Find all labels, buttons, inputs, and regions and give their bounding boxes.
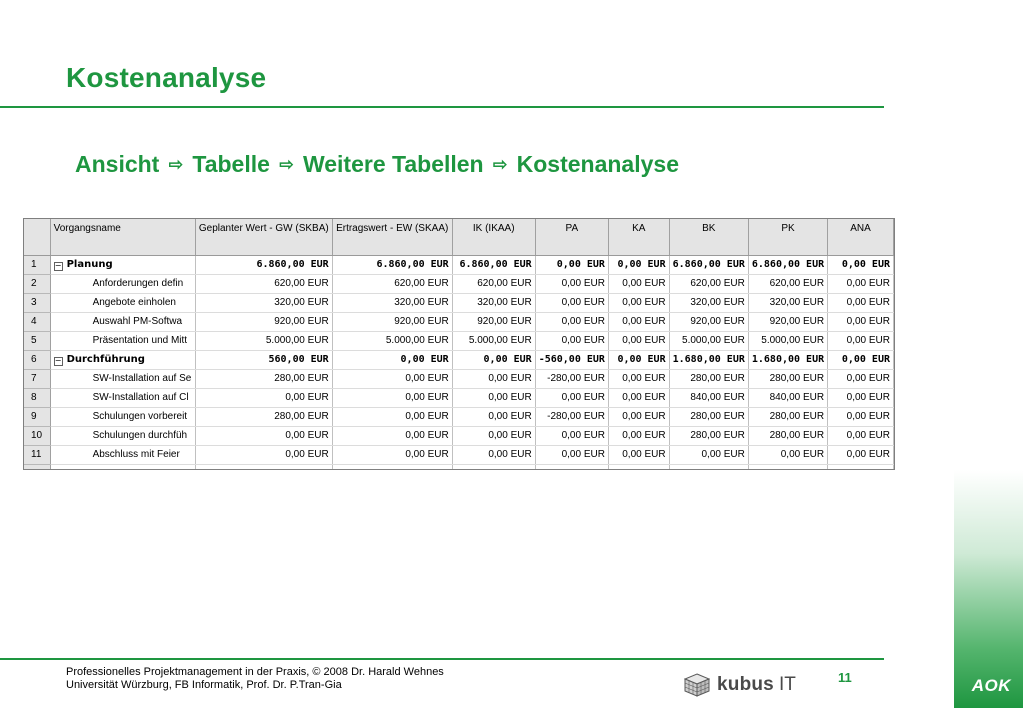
cell-pa[interactable]: -560,00 EUR [535,350,608,369]
page-number: 11 [838,670,852,685]
cell-gw[interactable]: 6.860,00 EUR [195,255,332,274]
cell-bk[interactable]: 320,00 EUR [669,293,748,312]
table-row[interactable] [24,426,894,445]
cell-pa[interactable]: 0,00 EUR [535,255,608,274]
row-number[interactable]: 5 [24,331,50,350]
cell-ew[interactable]: 620,00 EUR [332,274,452,293]
cell-pa[interactable]: 0,00 EUR [535,388,608,407]
collapse-minus-icon[interactable]: − [54,355,62,365]
cell-bk[interactable]: 280,00 EUR [669,369,748,388]
cell-ik[interactable]: 0,00 EUR [452,426,535,445]
task-name-text: Anforderungen defin [92,278,184,289]
cell-pk[interactable]: 280,00 EUR [748,407,827,426]
row-number[interactable]: 11 [24,445,50,464]
cell-ik[interactable]: 920,00 EUR [452,312,535,331]
cell-pa[interactable]: 0,00 EUR [535,426,608,445]
cell-gw[interactable]: 920,00 EUR [195,312,332,331]
row-number[interactable]: 6 [24,350,50,369]
cell-ik[interactable]: 0,00 EUR [452,369,535,388]
empty-cell[interactable] [828,464,894,470]
task-name-cell[interactable] [50,293,195,312]
task-name-text: Präsentation und Mitt [92,335,188,346]
cell-gw[interactable]: 620,00 EUR [195,274,332,293]
cell-ik[interactable]: 0,00 EUR [452,350,535,369]
cell-ew[interactable]: 920,00 EUR [332,312,452,331]
cell-ik[interactable]: 0,00 EUR [452,388,535,407]
cell-bk[interactable]: 280,00 EUR [669,426,748,445]
cell-ka[interactable]: 0,00 EUR [608,312,669,331]
cell-ka[interactable]: 0,00 EUR [608,407,669,426]
task-name-cell[interactable] [50,350,195,369]
row-number[interactable]: 1 [24,255,50,274]
table-row[interactable] [24,388,894,407]
cell-bk[interactable]: 6.860,00 EUR [669,255,748,274]
footer-text [66,666,444,692]
cell-gw[interactable]: 0,00 EUR [195,426,332,445]
aok-logo: AOK [971,676,1011,695]
cell-pk[interactable]: 620,00 EUR [748,274,827,293]
menu-path-step-3: Weitere Tabellen [302,151,484,177]
row-number[interactable]: 7 [24,369,50,388]
task-name-cell[interactable] [50,312,195,331]
table-row[interactable] [24,369,894,388]
cell-bk[interactable]: 920,00 EUR [669,312,748,331]
cell-ik[interactable]: 6.860,00 EUR [452,255,535,274]
cell-ik[interactable]: 5.000,00 EUR [452,331,535,350]
cell-bk[interactable]: 280,00 EUR [669,407,748,426]
cell-ew[interactable]: 0,00 EUR [332,350,452,369]
cell-pk[interactable]: 320,00 EUR [748,293,827,312]
arrow-right-icon: ⇨ [493,155,508,174]
task-name-text: SW-Installation auf Se [92,373,192,384]
cell-ew[interactable]: 0,00 EUR [332,407,452,426]
collapse-minus-icon[interactable]: − [54,260,62,270]
cell-ew[interactable]: 0,00 EUR [332,369,452,388]
cell-bk[interactable]: 620,00 EUR [669,274,748,293]
cell-gw[interactable]: 560,00 EUR [195,350,332,369]
cell-ana[interactable]: 0,00 EUR [828,369,894,388]
cell-ana[interactable]: 0,00 EUR [828,407,894,426]
cell-pk[interactable]: 840,00 EUR [748,388,827,407]
empty-cell[interactable] [50,464,195,470]
task-name-cell[interactable] [50,331,195,350]
cost-analysis-table [24,219,894,470]
header-ew[interactable]: Ertragswert - EW (SKAA) [332,219,452,255]
cell-ana[interactable]: 0,00 EUR [828,350,894,369]
cell-bk[interactable]: 5.000,00 EUR [669,331,748,350]
table-row[interactable] [24,274,894,293]
cell-pk[interactable]: 920,00 EUR [748,312,827,331]
menu-path-step-1: Ansicht [75,151,160,177]
task-name-cell[interactable] [50,369,195,388]
cell-ew[interactable]: 0,00 EUR [332,388,452,407]
table-row[interactable] [24,407,894,426]
empty-cell[interactable] [452,464,535,470]
kubus-logo-suffix: IT [778,674,796,695]
cell-ana[interactable]: 0,00 EUR [828,255,894,274]
table-body [24,255,894,470]
cell-pa[interactable]: -280,00 EUR [535,369,608,388]
header-gw[interactable]: Geplanter Wert - GW (SKBA) [195,219,332,255]
cell-ka[interactable]: 0,00 EUR [608,293,669,312]
cell-pa[interactable]: -280,00 EUR [535,407,608,426]
task-name-text: SW-Installation auf Cl [92,392,189,403]
cell-pa[interactable]: 0,00 EUR [535,445,608,464]
cell-ana[interactable]: 0,00 EUR [828,388,894,407]
row-number[interactable]: 3 [24,293,50,312]
row-number[interactable]: 9 [24,407,50,426]
empty-cell[interactable] [535,464,608,470]
cell-pk[interactable]: 1.680,00 EUR [748,350,827,369]
cell-ew[interactable]: 0,00 EUR [332,426,452,445]
cell-gw[interactable]: 0,00 EUR [195,388,332,407]
cell-ana[interactable]: 0,00 EUR [828,312,894,331]
table-row[interactable] [24,350,894,369]
cell-ka[interactable]: 0,00 EUR [608,350,669,369]
footer-divider [0,658,884,660]
cell-ana[interactable]: 0,00 EUR [828,274,894,293]
cell-ka[interactable]: 0,00 EUR [608,274,669,293]
table-row[interactable] [24,445,894,464]
cell-ana[interactable]: 0,00 EUR [828,426,894,445]
menu-path-step-4: Kostenanalyse [516,151,679,177]
cell-ka[interactable]: 0,00 EUR [608,388,669,407]
footer-line-1: Professionelles Projektmanagement in der Praxis, © 2008 Dr. Harald Wehnes [66,666,444,678]
cell-ka[interactable]: 0,00 EUR [608,426,669,445]
table-row[interactable] [24,293,894,312]
title-divider [0,106,884,108]
cell-gw[interactable]: 0,00 EUR [195,445,332,464]
cell-pa[interactable]: 0,00 EUR [535,312,608,331]
header-pk[interactable]: PK [748,219,827,255]
cell-ana[interactable]: 0,00 EUR [828,293,894,312]
empty-cell[interactable] [195,464,332,470]
cube-logo-icon [684,673,710,697]
cell-pk[interactable]: 6.860,00 EUR [748,255,827,274]
row-number[interactable]: 8 [24,388,50,407]
header-ka[interactable]: KA [608,219,669,255]
cell-ka[interactable]: 0,00 EUR [608,331,669,350]
cell-ik[interactable]: 320,00 EUR [452,293,535,312]
task-name-text: Planung [66,258,113,270]
cell-pa[interactable]: 0,00 EUR [535,274,608,293]
empty-cell[interactable] [608,464,669,470]
cell-pk[interactable]: 5.000,00 EUR [748,331,827,350]
empty-cell[interactable] [748,464,827,470]
cell-pa[interactable]: 0,00 EUR [535,293,608,312]
cell-pa[interactable]: 0,00 EUR [535,331,608,350]
task-name-text: Auswahl PM-Softwa [92,316,183,327]
kubus-logo-text: kubus [717,674,774,695]
task-name-cell[interactable] [50,255,195,274]
cell-ik[interactable]: 0,00 EUR [452,445,535,464]
empty-cell[interactable] [24,464,50,470]
cell-pk[interactable]: 0,00 EUR [748,445,827,464]
arrow-right-icon: ⇨ [279,155,294,174]
task-name-text: Durchführung [66,353,145,365]
cell-bk[interactable]: 1.680,00 EUR [669,350,748,369]
cell-gw[interactable]: 5.000,00 EUR [195,331,332,350]
row-number[interactable]: 10 [24,426,50,445]
arrow-right-icon: ⇨ [168,155,183,174]
table-row[interactable] [24,255,894,274]
task-name-text: Schulungen durchfüh [92,430,188,441]
task-name-cell[interactable] [50,388,195,407]
empty-cell[interactable] [332,464,452,470]
footer-line-2: Universität Würzburg, FB Informatik, Prof. Dr. P.Tran-Gia [66,679,342,691]
header-pa[interactable]: PA [535,219,608,255]
cell-ana[interactable]: 0,00 EUR [828,331,894,350]
header-ana[interactable]: ANA [828,219,894,255]
empty-cell[interactable] [669,464,748,470]
menu-path-step-2: Tabelle [192,151,270,177]
cell-bk[interactable]: 840,00 EUR [669,388,748,407]
cell-ew[interactable]: 0,00 EUR [332,445,452,464]
table-row[interactable] [24,312,894,331]
task-name-text: Schulungen vorbereit [92,411,188,422]
row-number[interactable]: 4 [24,312,50,331]
task-name-cell[interactable] [50,426,195,445]
slide-title: Kostenanalyse [66,62,267,93]
cost-analysis-table-frame [23,218,895,470]
empty-row[interactable] [24,464,894,470]
task-name-cell[interactable] [50,274,195,293]
side-gradient [954,470,1023,708]
task-name-cell[interactable] [50,407,195,426]
cell-ew[interactable]: 320,00 EUR [332,293,452,312]
cell-pk[interactable]: 280,00 EUR [748,426,827,445]
cell-gw[interactable]: 320,00 EUR [195,293,332,312]
cell-ik[interactable]: 0,00 EUR [452,407,535,426]
task-name-text: Abschluss mit Feier [92,449,180,460]
cell-ka[interactable]: 0,00 EUR [608,255,669,274]
header-select-all[interactable] [24,219,50,255]
cell-ana[interactable]: 0,00 EUR [828,445,894,464]
task-name-text: Angebote einholen [92,297,176,308]
cell-ka[interactable]: 0,00 EUR [608,445,669,464]
header-vorgangsname[interactable]: Vorgangsname [50,219,195,255]
cell-pk[interactable]: 280,00 EUR [748,369,827,388]
header-bk[interactable]: BK [669,219,748,255]
cell-ew[interactable]: 5.000,00 EUR [332,331,452,350]
cell-gw[interactable]: 280,00 EUR [195,369,332,388]
cell-gw[interactable]: 280,00 EUR [195,407,332,426]
header-ik[interactable]: IK (IKAA) [452,219,535,255]
cell-ik[interactable]: 620,00 EUR [452,274,535,293]
table-header-row [24,219,894,255]
task-name-cell[interactable] [50,445,195,464]
row-number[interactable]: 2 [24,274,50,293]
cell-ew[interactable]: 6.860,00 EUR [332,255,452,274]
table-row[interactable] [24,331,894,350]
kubus-logo [684,673,796,697]
cell-bk[interactable]: 0,00 EUR [669,445,748,464]
menu-path [75,151,679,178]
cell-ka[interactable]: 0,00 EUR [608,369,669,388]
